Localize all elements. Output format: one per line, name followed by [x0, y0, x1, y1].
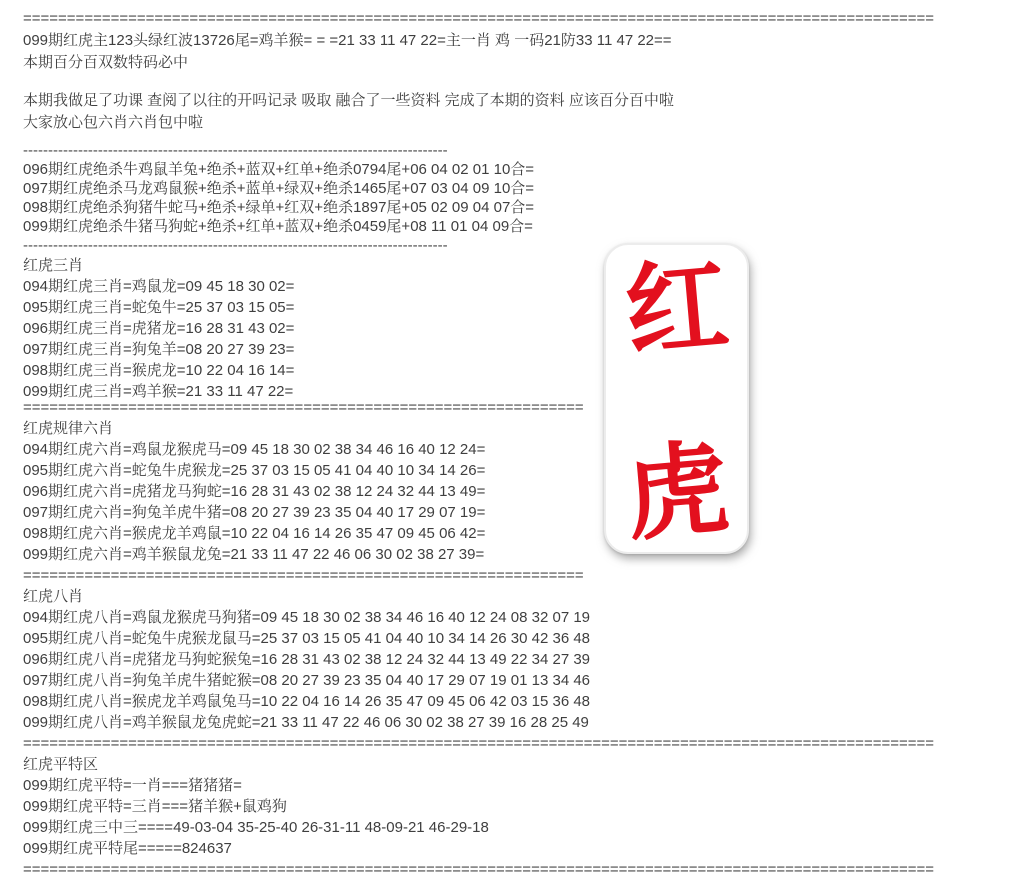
- pingte-line: 099期红虎平特=三肖===猪羊猴+鼠鸡狗: [23, 798, 287, 815]
- section-pingte: [23, 733, 983, 873]
- divider-line: ========================================================================================================: [23, 735, 935, 752]
- pingte-line: 099期红虎平特=一肖===猪猪猪=: [23, 777, 242, 794]
- baxiao-line: 098期红虎八肖=猴虎龙羊鸡鼠兔马=10 22 04 16 14 26 35 47 09 45 06 42 03 15 36 48: [23, 693, 591, 710]
- intro-line: 大家放心包六肖六肖包中啦: [23, 114, 204, 131]
- section-baxiao: [23, 565, 983, 733]
- section-intro: [23, 90, 983, 134]
- divider-line: ========================================================================================================: [23, 10, 935, 27]
- liuxiao-line: 095期红虎六肖=蛇兔牛虎猴龙=25 37 03 15 05 41 04 40 10 34 14 26=: [23, 462, 486, 479]
- liuxiao-line: 094期红虎六肖=鸡鼠龙猴虎马=09 45 18 30 02 38 34 46 16 40 12 24=: [23, 441, 486, 458]
- juesha-line: 097期红虎绝杀马龙鸡鼠猴+绝杀+蓝单+绿双+绝杀1465尾+07 03 04 09 10合=: [23, 180, 535, 197]
- juesha-line: 098期红虎绝杀狗猪牛蛇马+绝杀+绿单+红双+绝杀1897尾+05 02 09 04 07合=: [23, 199, 535, 216]
- liuxiao-line: 099期红虎六肖=鸡羊猴鼠龙兔=21 33 11 47 22 46 06 30 02 38 27 39=: [23, 546, 485, 563]
- baxiao-line: 095期红虎八肖=蛇兔牛虎猴龙鼠马=25 37 03 15 05 41 04 40 10 34 14 26 30 42 36 48: [23, 630, 591, 647]
- liuxiao-line: 097期红虎六肖=狗兔羊虎牛猪=08 20 27 39 23 35 04 40 17 29 07 19=: [23, 504, 486, 521]
- sanxiao-line: 097期红虎三肖=狗兔羊=08 20 27 39 23=: [23, 341, 295, 358]
- divider-dashed: -------------------------------------------------------------------------------------: [23, 142, 448, 159]
- headline-main: 099期红虎主123头绿红波13726尾=鸡羊猴= = =21 33 11 47 22=主一肖 鸡 一码21防33 11 47 22==: [23, 32, 672, 49]
- section-juesha: [23, 141, 983, 255]
- sanxiao-line: 096期红虎三肖=虎猪龙=16 28 31 43 02=: [23, 320, 295, 337]
- section-title-liuxiao: 红虎规律六肖: [23, 420, 114, 437]
- liuxiao-line: 096期红虎六肖=虎猪龙马狗蛇=16 28 31 43 02 38 12 24 32 44 13 49=: [23, 483, 486, 500]
- section-title-sanxiao: 红虎三肖: [23, 257, 84, 274]
- badge-char-hong: 红: [620, 247, 733, 371]
- section-title-baxiao: 红虎八肖: [23, 588, 84, 605]
- juesha-line: 099期红虎绝杀牛猪马狗蛇+绝杀+红单+蓝双+绝杀0459尾+08 11 01 04 09合=: [23, 218, 533, 235]
- pingte-line: 099期红虎三中三====49-03-04 35-25-40 26-31-11 48-09-21 46-29-18: [23, 819, 489, 836]
- badge-char-hu: 虎: [620, 430, 733, 554]
- section-header: [23, 8, 983, 74]
- section-sanxiao: [23, 247, 983, 402]
- sanxiao-line: 098期红虎三肖=猴虎龙=10 22 04 16 14=: [23, 362, 295, 379]
- divider-line: ================================================================: [23, 399, 584, 416]
- headline-sub: 本期百分百双数特码必中: [23, 54, 189, 71]
- baxiao-line: 096期红虎八肖=虎猪龙马狗蛇猴兔=16 28 31 43 02 38 12 24 32 44 13 49 22 34 27 39: [23, 651, 591, 668]
- divider-line: ========================================================================================================: [23, 861, 935, 873]
- liuxiao-line: 098期红虎六肖=猴虎龙羊鸡鼠=10 22 04 16 14 26 35 47 09 45 06 42=: [23, 525, 486, 542]
- section-title-pingte: 红虎平特区: [23, 756, 99, 773]
- baxiao-line: 094期红虎八肖=鸡鼠龙猴虎马狗猪=09 45 18 30 02 38 34 46 16 40 12 24 08 32 07 19: [23, 609, 591, 626]
- sanxiao-line: 095期红虎三肖=蛇兔牛=25 37 03 15 05=: [23, 299, 295, 316]
- content-area: [23, 8, 983, 873]
- baxiao-line: 099期红虎八肖=鸡羊猴鼠龙兔虎蛇=21 33 11 47 22 46 06 30 02 38 27 39 16 28 25 49: [23, 714, 589, 731]
- section-liuxiao: [23, 397, 983, 565]
- baxiao-line: 097期红虎八肖=狗兔羊虎牛猪蛇猴=08 20 27 39 23 35 04 40 17 29 07 19 01 13 34 46: [23, 672, 591, 689]
- juesha-line: 096期红虎绝杀牛鸡鼠羊兔+绝杀+蓝双+红单+绝杀0794尾+06 04 02 01 10合=: [23, 161, 535, 178]
- divider-line: ================================================================: [23, 567, 584, 584]
- pingte-line: 099期红虎平特尾=====824637: [23, 840, 232, 857]
- sanxiao-line: 099期红虎三肖=鸡羊猴=21 33 11 47 22=: [23, 383, 294, 400]
- divider-dashed: -------------------------------------------------------------------------------------: [23, 237, 448, 254]
- intro-line: 本期我做足了功课 查阅了以往的开吗记录 吸取 融合了一些资料 完成了本期的资料 应该百分百中啦: [23, 92, 674, 109]
- red-tiger-badge: [604, 243, 749, 554]
- sanxiao-line: 094期红虎三肖=鸡鼠龙=09 45 18 30 02=: [23, 278, 295, 295]
